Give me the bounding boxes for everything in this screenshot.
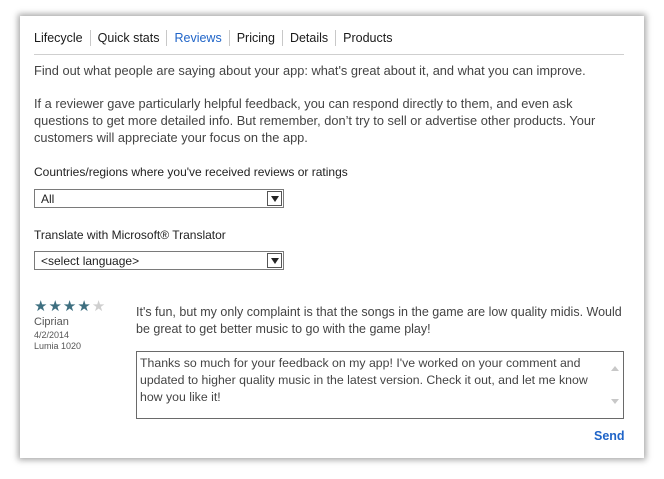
language-select[interactable] [34, 251, 284, 270]
reply-textarea[interactable] [136, 351, 624, 419]
language-select-value: <select language> [41, 254, 140, 268]
tab-pricing[interactable]: Pricing [229, 30, 282, 46]
star-filled-icon: ★ [62, 298, 77, 315]
guidance-text: If a reviewer gave particularly helpful feedback, you can respond directly to them, and even ask questions to get more detailed info. But remember, don’t try to sell or advertise other products. Your customers will appreciate your focus on the app. [34, 96, 596, 145]
reviewer-name: Ciprian [34, 316, 69, 328]
star-filled-icon: ★ [77, 298, 91, 315]
star-rating [34, 299, 105, 314]
scroll-up-icon[interactable] [611, 366, 619, 371]
chevron-down-icon[interactable] [267, 253, 282, 268]
tab-quick-stats[interactable]: Quick stats [90, 30, 167, 46]
scroll-down-icon[interactable] [611, 399, 619, 404]
star-filled-icon: ★ [48, 298, 62, 315]
translate-label: Translate with Microsoft® Translator [34, 228, 226, 242]
countries-label: Countries/regions where you've received reviews or ratings [34, 165, 348, 179]
countries-select[interactable] [34, 189, 284, 208]
chevron-down-icon[interactable] [267, 191, 282, 206]
tab-details[interactable]: Details [282, 30, 335, 46]
intro-text: Find out what people are saying about your app: what's great about it, and what you can improve. [34, 63, 586, 78]
tab-products[interactable]: Products [335, 30, 399, 46]
send-button[interactable]: Send [594, 429, 625, 443]
reviewer-device: Lumia 1020 [34, 341, 82, 351]
star-filled-icon: ★ [34, 298, 48, 315]
star-empty-icon: ★ [91, 298, 106, 315]
tab-bar [34, 28, 400, 48]
reviews-panel [20, 16, 644, 458]
tab-lifecycle[interactable]: Lifecycle [34, 31, 83, 45]
tab-reviews[interactable]: Reviews [166, 30, 228, 46]
reply-text[interactable]: Thanks so much for your feedback on my app! I've worked on your comment and updated to higher quality music in the latest version. Check it out, and let me know how you like it! [140, 356, 588, 404]
countries-select-value: All [41, 192, 55, 206]
tab-divider [34, 54, 624, 55]
review-text: It's fun, but my only complaint is that the songs in the game are low quality midis. Would be great to get better music to go with the game play! [136, 305, 622, 336]
review-date: 4/2/2014 [34, 330, 70, 340]
